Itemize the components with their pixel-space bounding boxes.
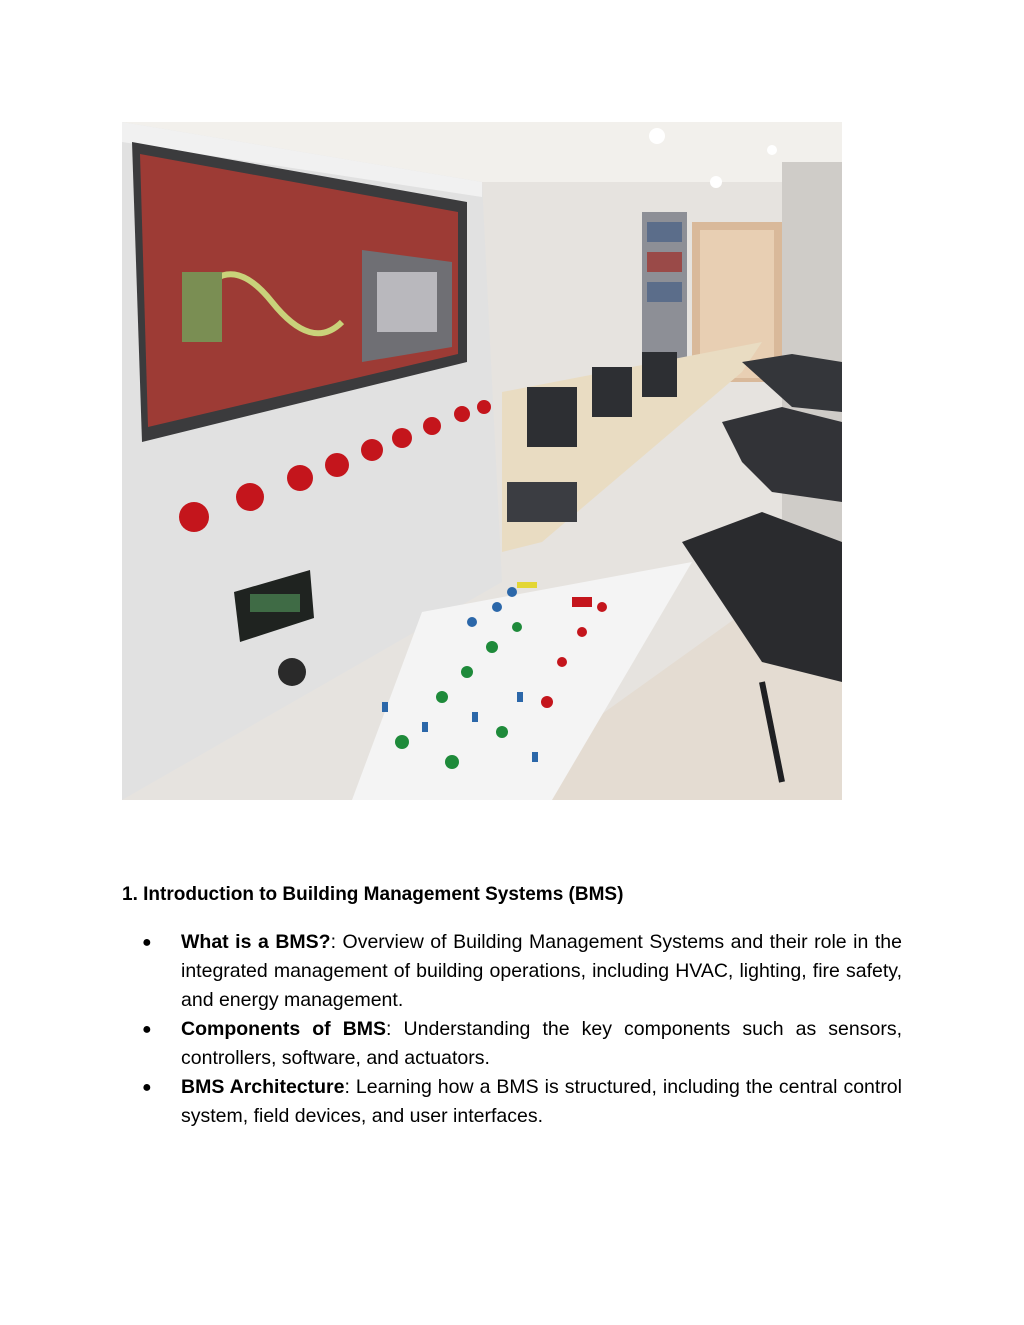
bms-lab-photo <box>122 122 842 800</box>
bms-lab-photo-illustration <box>122 122 842 800</box>
bullet-icon: ● <box>142 934 152 951</box>
section-heading: 1. Introduction to Building Management Systems (BMS) <box>122 884 624 905</box>
bullet-term: Components of BMS <box>181 1018 387 1040</box>
bullet-term: What is a BMS? <box>181 931 331 953</box>
list-item <box>122 928 902 1015</box>
list-item <box>122 1073 902 1131</box>
bullet-text: Overview of Building Management Systems and their role in the integrated management of building operations, including HVAC, lighting, fire safety, and energy management. <box>181 931 902 1011</box>
bullet-text: Learning how a BMS is structured, including the central control system, field devices, and user interfaces. <box>181 1076 902 1127</box>
bullet-icon: ● <box>142 1021 152 1038</box>
bullet-list <box>122 928 902 1131</box>
bullet-icon: ● <box>142 1079 152 1096</box>
bullet-text: Understanding the key components such as sensors, controllers, software, and actuators. <box>181 1018 902 1069</box>
list-item <box>122 1015 902 1073</box>
bullet-separator: : <box>386 1018 392 1040</box>
bullet-separator: : <box>330 931 336 953</box>
bullet-separator: : <box>344 1076 350 1098</box>
bullet-term: BMS Architecture <box>181 1076 345 1098</box>
